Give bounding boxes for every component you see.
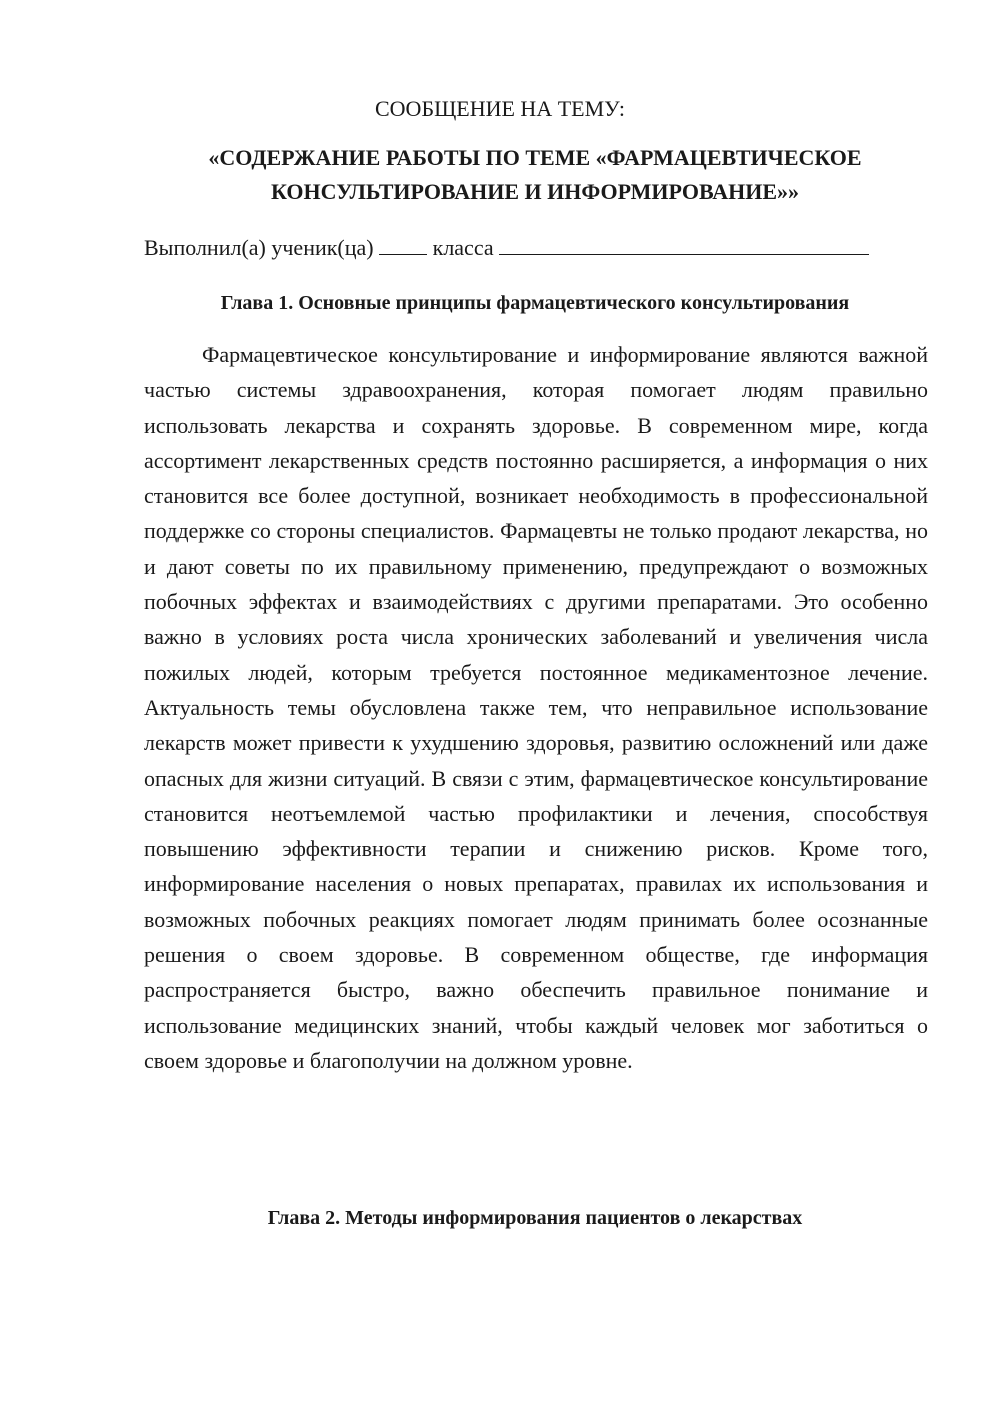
name-blank-field[interactable] xyxy=(499,232,869,255)
author-prefix: Выполнил(а) ученик(ца) xyxy=(144,235,374,260)
chapter-2-heading: Глава 2. Методы информирования пациентов о лекарствах xyxy=(267,1207,803,1229)
class-word: класса xyxy=(432,235,494,260)
chapter-1-heading: Глава 1. Основные принципы фармацевтического консультирования xyxy=(220,292,850,314)
chapter-1-paragraph: Фармацевтическое консультирование и информирование являются важной частью системы здравоохранения, которая помогает людям правильно использовать лекарства и сохранять здоровье. В современном мире, когда ассортимент лекарственных средств постоянно расширяется, а информация о них становится все более доступной, возникает необходимость в профессиональной поддержке со стороны специалистов. Фармацевты не только продают лекарства, но и дают советы по их правильному применению, предупреждают о возможных побочных эффектах и взаимодействиях с другими препаратами. Это особенно важно в условиях роста числа хронических заболеваний и увеличения числа пожилых людей, которым требуется постоянное медикаментозное лечение. Актуальность темы обусловлена также тем, что неправильное использование лекарств может привести к ухудшению здоровья, развитию осложнений или даже опасных для жизни ситуаций. В связи с этим, фармацевтическое консультирование становится неотъемлемой частью профилактики и лечения, способствуя повышению эффективности терапии и снижению рисков. Кроме того, информирование населения о новых препаратах, правилах их использования и возможных побочных реакциях помогает людям принимать более осознанные решения о своем здоровье. В современном обществе, где информация распространяется быстро, важно обеспечить правильное понимание и использование медицинских знаний, чтобы каждый человек мог заботиться о своем здоровье и благополучии на должном уровне. xyxy=(144,342,928,1073)
document-label: СООБЩЕНИЕ НА ТЕМУ: xyxy=(375,96,625,121)
document-title xyxy=(120,141,950,209)
class-blank-field[interactable] xyxy=(379,232,427,255)
document-title-line-1: «СОДЕРЖАНИЕ РАБОТЫ ПО ТЕМЕ «ФАРМАЦЕВТИЧЕСКОЕ xyxy=(208,145,862,170)
author-line xyxy=(144,232,934,263)
document-title-line-2: КОНСУЛЬТИРОВАНИЕ И ИНФОРМИРОВАНИЕ»» xyxy=(270,179,800,204)
